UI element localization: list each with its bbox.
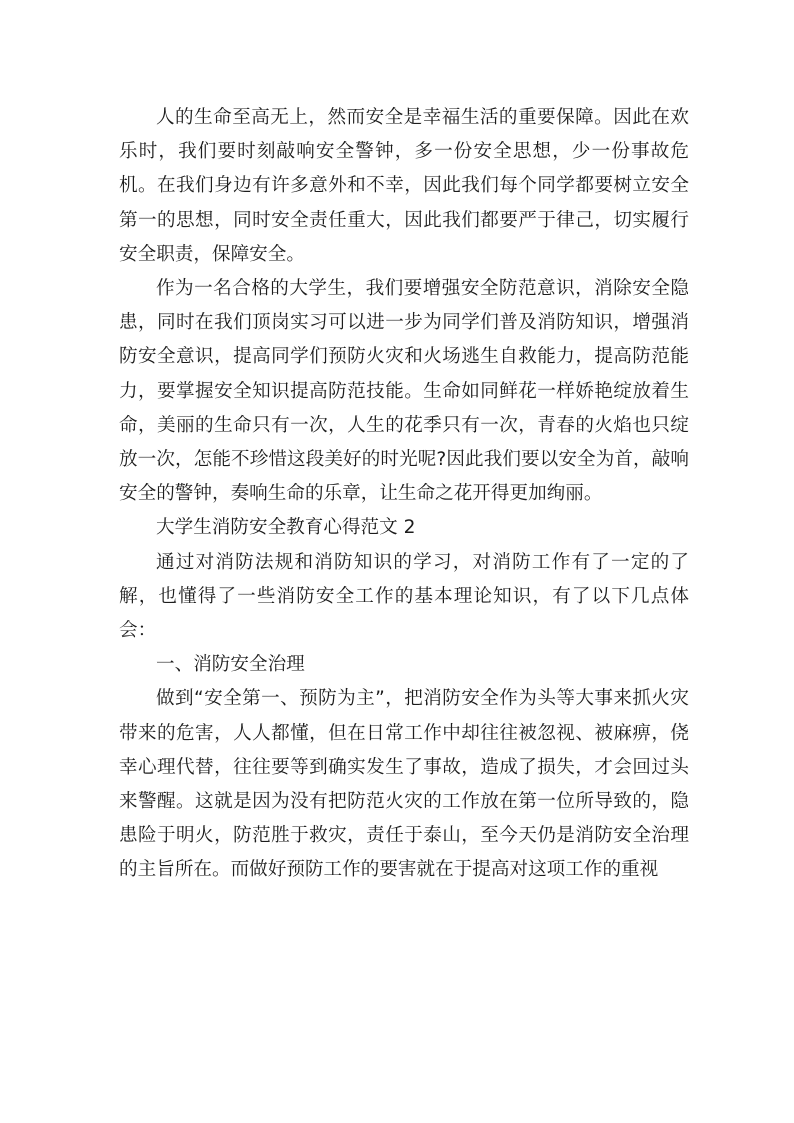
paragraph-college-student-duty: 作为一名合格的大学生，我们要增强安全防范意识，消除安全隐患，同时在我们顶岗实习可以进一步为同学们普及消防知识，增强消防安全意识，提高同学们预防火灾和火场逃生自救能力，提高防范能力，要掌握安全知识提高防范技能。生命如同鲜花一样娇艳绽放着生命，美丽的生命只有一次，人生的花季只有一次，青春的火焰也只绽放一次，怎能不珍惜这段美好的时光呢?因此我们要以安全为首，敲响安全的警钟，奏响生命的乐章，让生命之花开得更加绚丽。	[119, 278, 689, 505]
paragraph-study-reflection: 通过对消防法规和消防知识的学习，对消防工作有了一定的了解，也懂得了一些消防安全工作的基本理论知识，有了以下几点体会：	[119, 551, 689, 642]
subheading-fire-safety-management: 一、消防安全治理	[156, 654, 305, 676]
paragraph-safety-first-prevention: 做到“安全第一、预防为主”，把消防安全作为头等大事来抓火灾带来的危害，人人都懂，但在日常工作中却往往被忽视、被麻痹，侥幸心理代替，往往要等到确实发生了事故，造成了损失，才会回过头来警醒。这就是因为没有把防范火灾的工作放在第一位所导致的，隐患险于明火，防范胜于救灾，责任于泰山，至今天仍是消防安全治理的主旨所在。而做好预防工作的要害就在于提高对这项工作的重视	[119, 688, 689, 881]
document-body	[119, 101, 689, 888]
section-heading-essay-2: 大学生消防安全教育心得范文 2	[156, 517, 416, 539]
paragraph-safety-importance: 人的生命至高无上，然而安全是幸福生活的重要保障。因此在欢乐时，我们要时刻敲响安全警钟，多一份安全思想，少一份事故危机。在我们身边有许多意外和不幸，因此我们每个同学都要树立安全第一的思想，同时安全责任重大，因此我们都要严于律己，切实履行安全职责，保障安全。	[119, 107, 689, 265]
